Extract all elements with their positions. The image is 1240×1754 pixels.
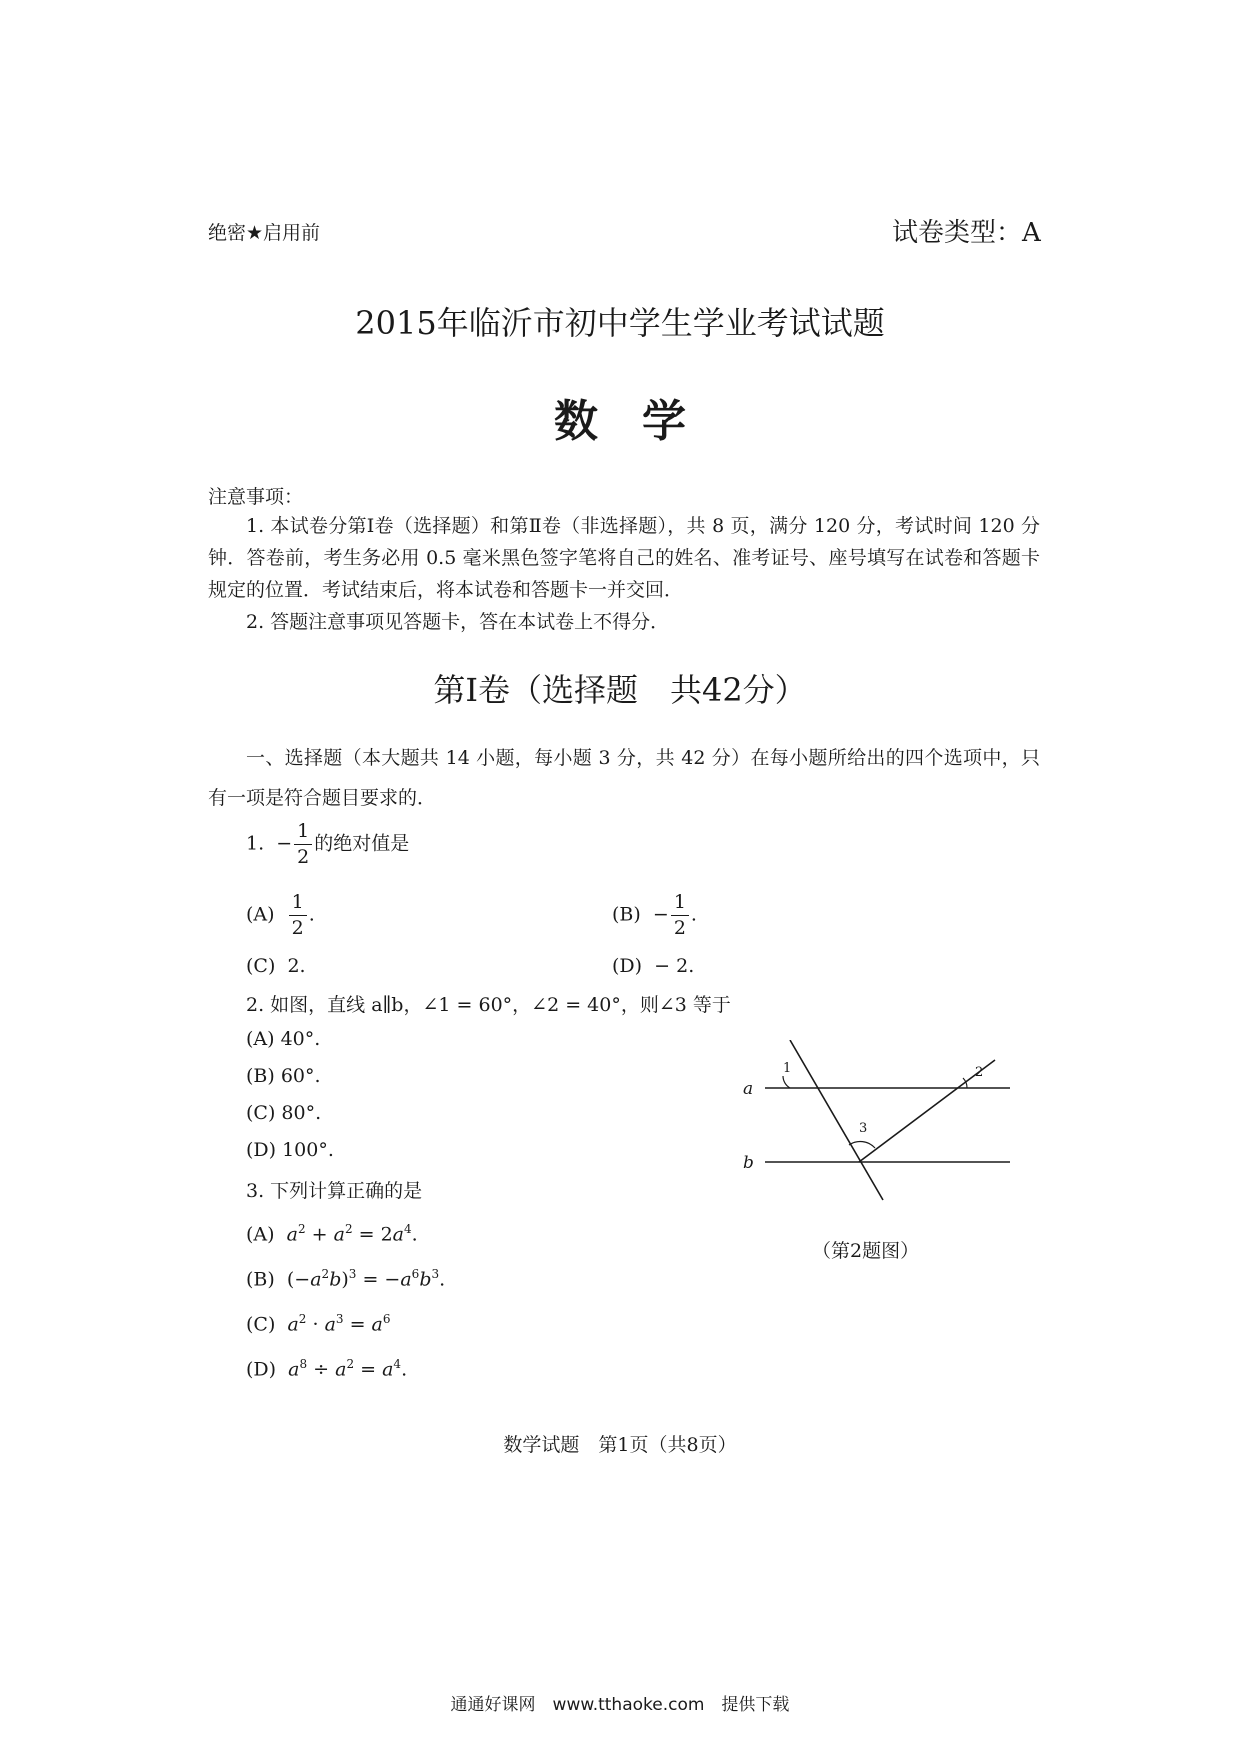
angle-1-arc	[783, 1076, 790, 1088]
transversal-line	[790, 1040, 883, 1200]
label-angle-1: 1	[783, 1061, 792, 1076]
question-stem: 的绝对值是	[314, 832, 410, 855]
source-watermark: 通通好课网 www.tthaoke.com 提供下载	[450, 1695, 790, 1715]
q2-option-a: (A) 40°.	[246, 1028, 321, 1050]
q2-option-b: (B) 60°.	[246, 1065, 321, 1087]
paper-type-label: 试卷类型：A	[892, 218, 1041, 248]
q1-option-b: (B) − $\frac{1}{2}$ .	[612, 891, 697, 939]
q2-option-d: (D) 100°.	[246, 1139, 334, 1161]
page-footer: 数学试题 第1页（共8页）	[503, 1434, 737, 1456]
label-angle-2: 2	[975, 1065, 984, 1080]
q2-option-c: (C) 80°.	[246, 1102, 322, 1124]
section-title: 第Ⅰ卷（选择题 共42分）	[433, 671, 807, 709]
q1-option-a: (A) $\frac{1}{2}$ .	[246, 891, 315, 939]
q3-option-d: (D) $a^8 \div a^2 = a^4$.	[246, 1357, 408, 1381]
notice-item-1: 1. 本试卷分第Ⅰ卷（选择题）和第Ⅱ卷（非选择题），共 8 页，满分 120 分，考试时间 120 分钟．答卷前，考生务必用 0.5 毫米黑色签字笔将自己的姓名、准考证号、座号填写在试卷和答题卡规定的位置．考试结束后，将本试卷和答题卡一并交回．	[208, 515, 1040, 601]
notice-item-2: 2. 答题注意事项见答题卡，答在本试卷上不得分．	[246, 611, 670, 633]
section-instruction: 一、选择题（本大题共 14 小题，每小题 3 分，共 42 分）在每小题所给出的四个选项中，只有一项是符合题目要求的．	[208, 747, 1040, 809]
fraction: $\frac{1}{2}$	[294, 822, 312, 867]
q3-option-b: (B) $(-a^2b)^3 = -a^6b^3$.	[246, 1267, 446, 1291]
notice-heading: 注意事项：	[208, 486, 304, 508]
figure-caption: （第2题图）	[812, 1240, 920, 1262]
question-2: 2. 如图，直线 a∥b，∠1 = 60°，∠2 = 40°，则∠3 等于	[246, 994, 731, 1016]
question-1	[246, 822, 409, 867]
label-angle-3: 3	[859, 1121, 868, 1136]
exam-title: 2015年临沂市初中学生学业考试试题	[355, 304, 885, 342]
q3-option-c: (C) $a^2 \cdot a^3 = a^6$	[246, 1312, 391, 1336]
minus-sign: −	[276, 832, 293, 855]
q1-option-c: (C) 2.	[246, 955, 306, 977]
q1-option-d: (D) − 2.	[612, 955, 695, 977]
parallel-lines-figure	[735, 1040, 1015, 1215]
question-3: 3. 下列计算正确的是	[246, 1180, 423, 1202]
q3-option-a: (A) $a^2 + a^2 = 2a^4$.	[246, 1222, 418, 1246]
question-number: 1.	[246, 832, 265, 855]
label-b: b	[743, 1153, 754, 1173]
confidential-label: 绝密★启用前	[208, 222, 321, 244]
subject-title: 数学	[554, 396, 730, 447]
label-a: a	[743, 1079, 754, 1099]
